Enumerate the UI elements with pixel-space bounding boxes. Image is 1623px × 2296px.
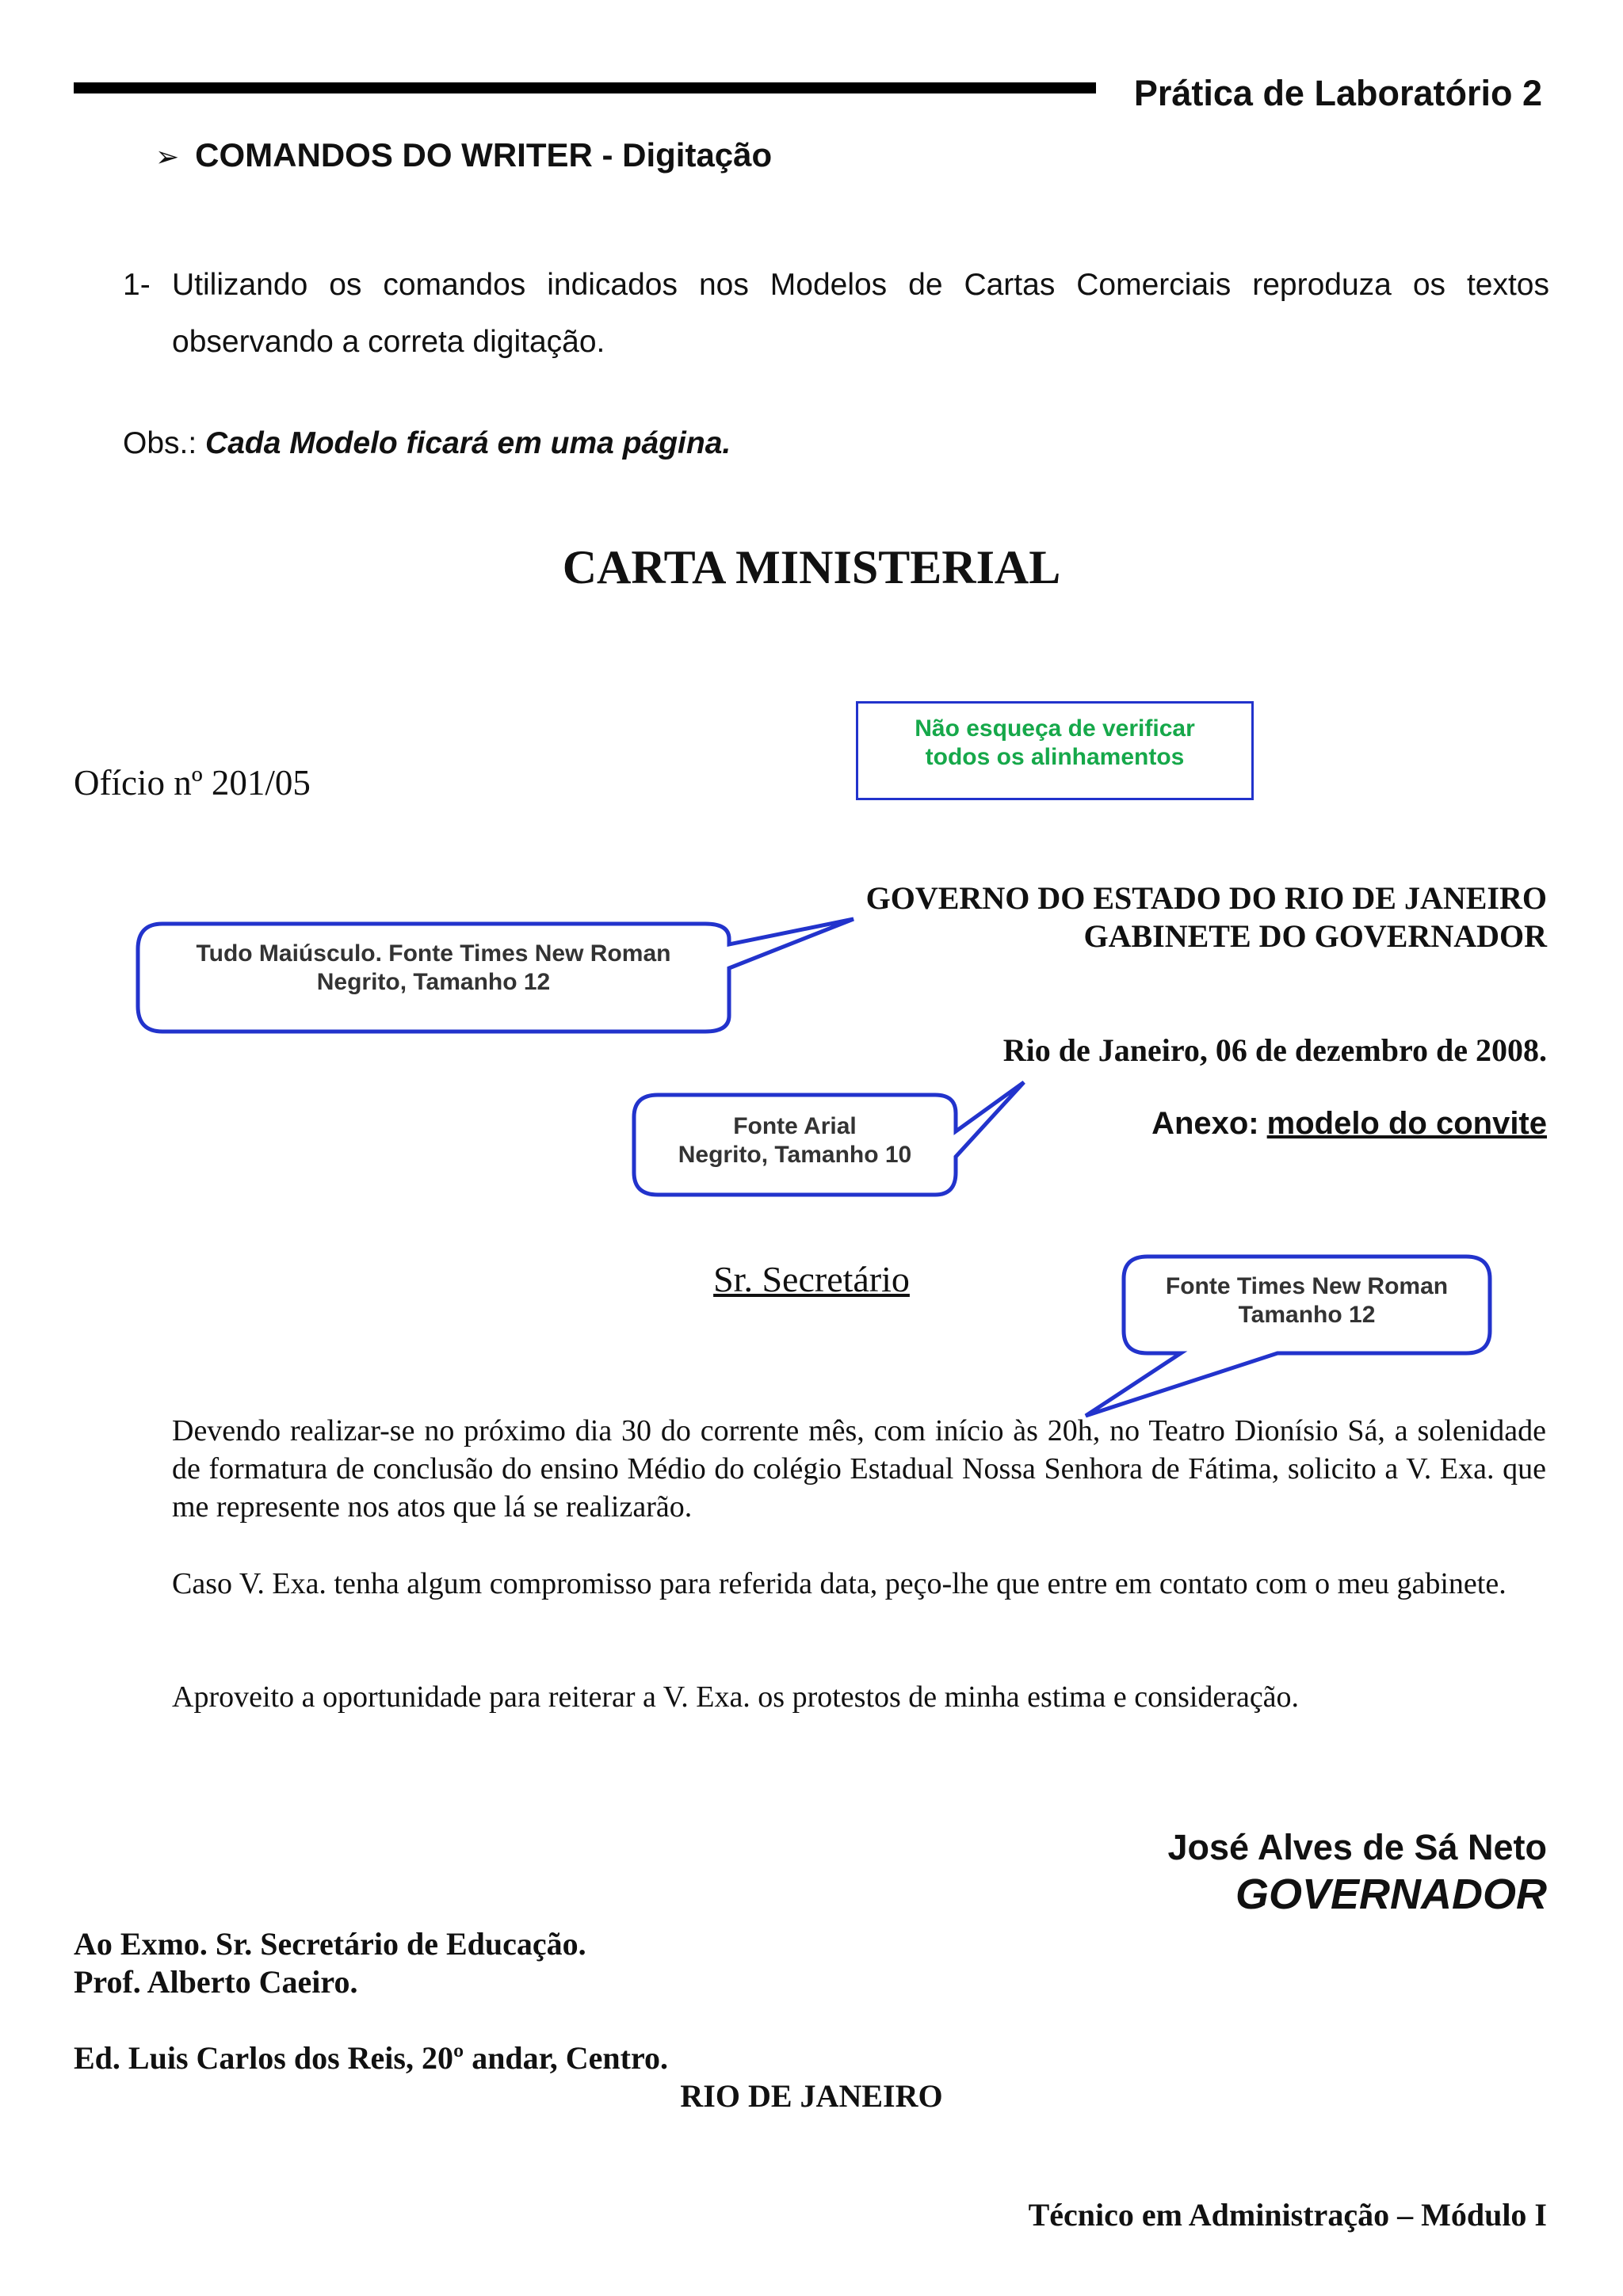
instruction-text: Utilizando os comandos indicados nos Modelos de Cartas Comerciais reproduza os textos observando a correta digitação.: [172, 268, 1549, 359]
callout-arial-line2: Negrito, Tamanho 10: [678, 1142, 912, 1168]
address-line-3: Ed. Luis Carlos dos Reis, 20º andar, Centro.: [74, 2040, 668, 2076]
body-paragraph-text: Caso V. Exa. tenha algum compromisso para referida data, peço-lhe que entre em contato com o meu gabinete.: [172, 1567, 1507, 1600]
callout-arial-text: [634, 1112, 956, 1169]
org-line-2: GABINETE DO GOVERNADOR: [1083, 918, 1547, 954]
alignment-tip-text: [856, 715, 1254, 772]
address-line-1: Ao Exmo. Sr. Secretário de Educação.: [74, 1926, 586, 1962]
salutation-text: Sr. Secretário: [713, 1259, 910, 1299]
observation-label: Obs.:: [123, 426, 197, 460]
instruction-number: 1-: [123, 268, 151, 302]
callout-arial-line1: Fonte Arial: [733, 1113, 857, 1139]
place-date: Rio de Janeiro, 06 de dezembro de 2008.: [1002, 1032, 1547, 1068]
callout-uppercase-text: [138, 940, 729, 997]
body-paragraph: [74, 1678, 1546, 1716]
callout-times-line2: Tamanho 12: [1238, 1302, 1376, 1328]
annex-value: modelo do convite: [1266, 1106, 1547, 1141]
callout-times-line1: Fonte Times New Roman: [1165, 1273, 1449, 1299]
body-paragraph: [74, 1412, 1546, 1526]
annex: [1151, 1106, 1547, 1142]
callout-uppercase-line2: Negrito, Tamanho 12: [316, 969, 551, 995]
signer-name: José Alves de Sá Neto: [1167, 1827, 1547, 1867]
document-title: CARTA MINISTERIAL: [562, 541, 1061, 593]
header-title: Prática de Laboratório 2: [1133, 73, 1542, 113]
alignment-tip-line2: todos os alinhamentos: [925, 744, 1185, 770]
salutation: [0, 1258, 1623, 1300]
signer-title: GOVERNADOR: [1235, 1871, 1547, 1918]
footer-text: Técnico em Administração – Módulo I: [1028, 2197, 1547, 2233]
address-line-2: Prof. Alberto Caeiro.: [74, 1964, 358, 2000]
arrow-bullet-icon: ➢: [155, 140, 180, 173]
section-heading-text: COMANDOS DO WRITER - Digitação: [195, 136, 773, 174]
callout-uppercase-line1: Tudo Maiúsculo. Fonte Times New Roman: [196, 940, 671, 967]
observation-text: Cada Modelo ficará em uma página.: [205, 426, 731, 460]
oficio-number: Ofício nº 201/05: [74, 763, 311, 803]
annex-label: Anexo:: [1151, 1106, 1259, 1141]
body-paragraph: [74, 1565, 1546, 1603]
body-paragraph-text: Aproveito a oportunidade para reiterar a V. Exa. os protestos de minha estima e consideração.: [172, 1680, 1300, 1714]
org-line-1: GOVERNO DO ESTADO DO RIO DE JANEIRO: [865, 880, 1547, 916]
address-city: RIO DE JANEIRO: [680, 2078, 943, 2114]
alignment-tip-line1: Não esqueça de verificar: [915, 715, 1195, 742]
body-paragraph-text: Devendo realizar-se no próximo dia 30 do corrente mês, com início às 20h, no Teatro Dionísio Sá, a solenidade de formatura de conclusão do ensino Médio do colégio Estadual Nossa Senhora de Fátima, solicito a V. Exa. que me represente nos atos que lá se realizarão.: [172, 1414, 1546, 1524]
